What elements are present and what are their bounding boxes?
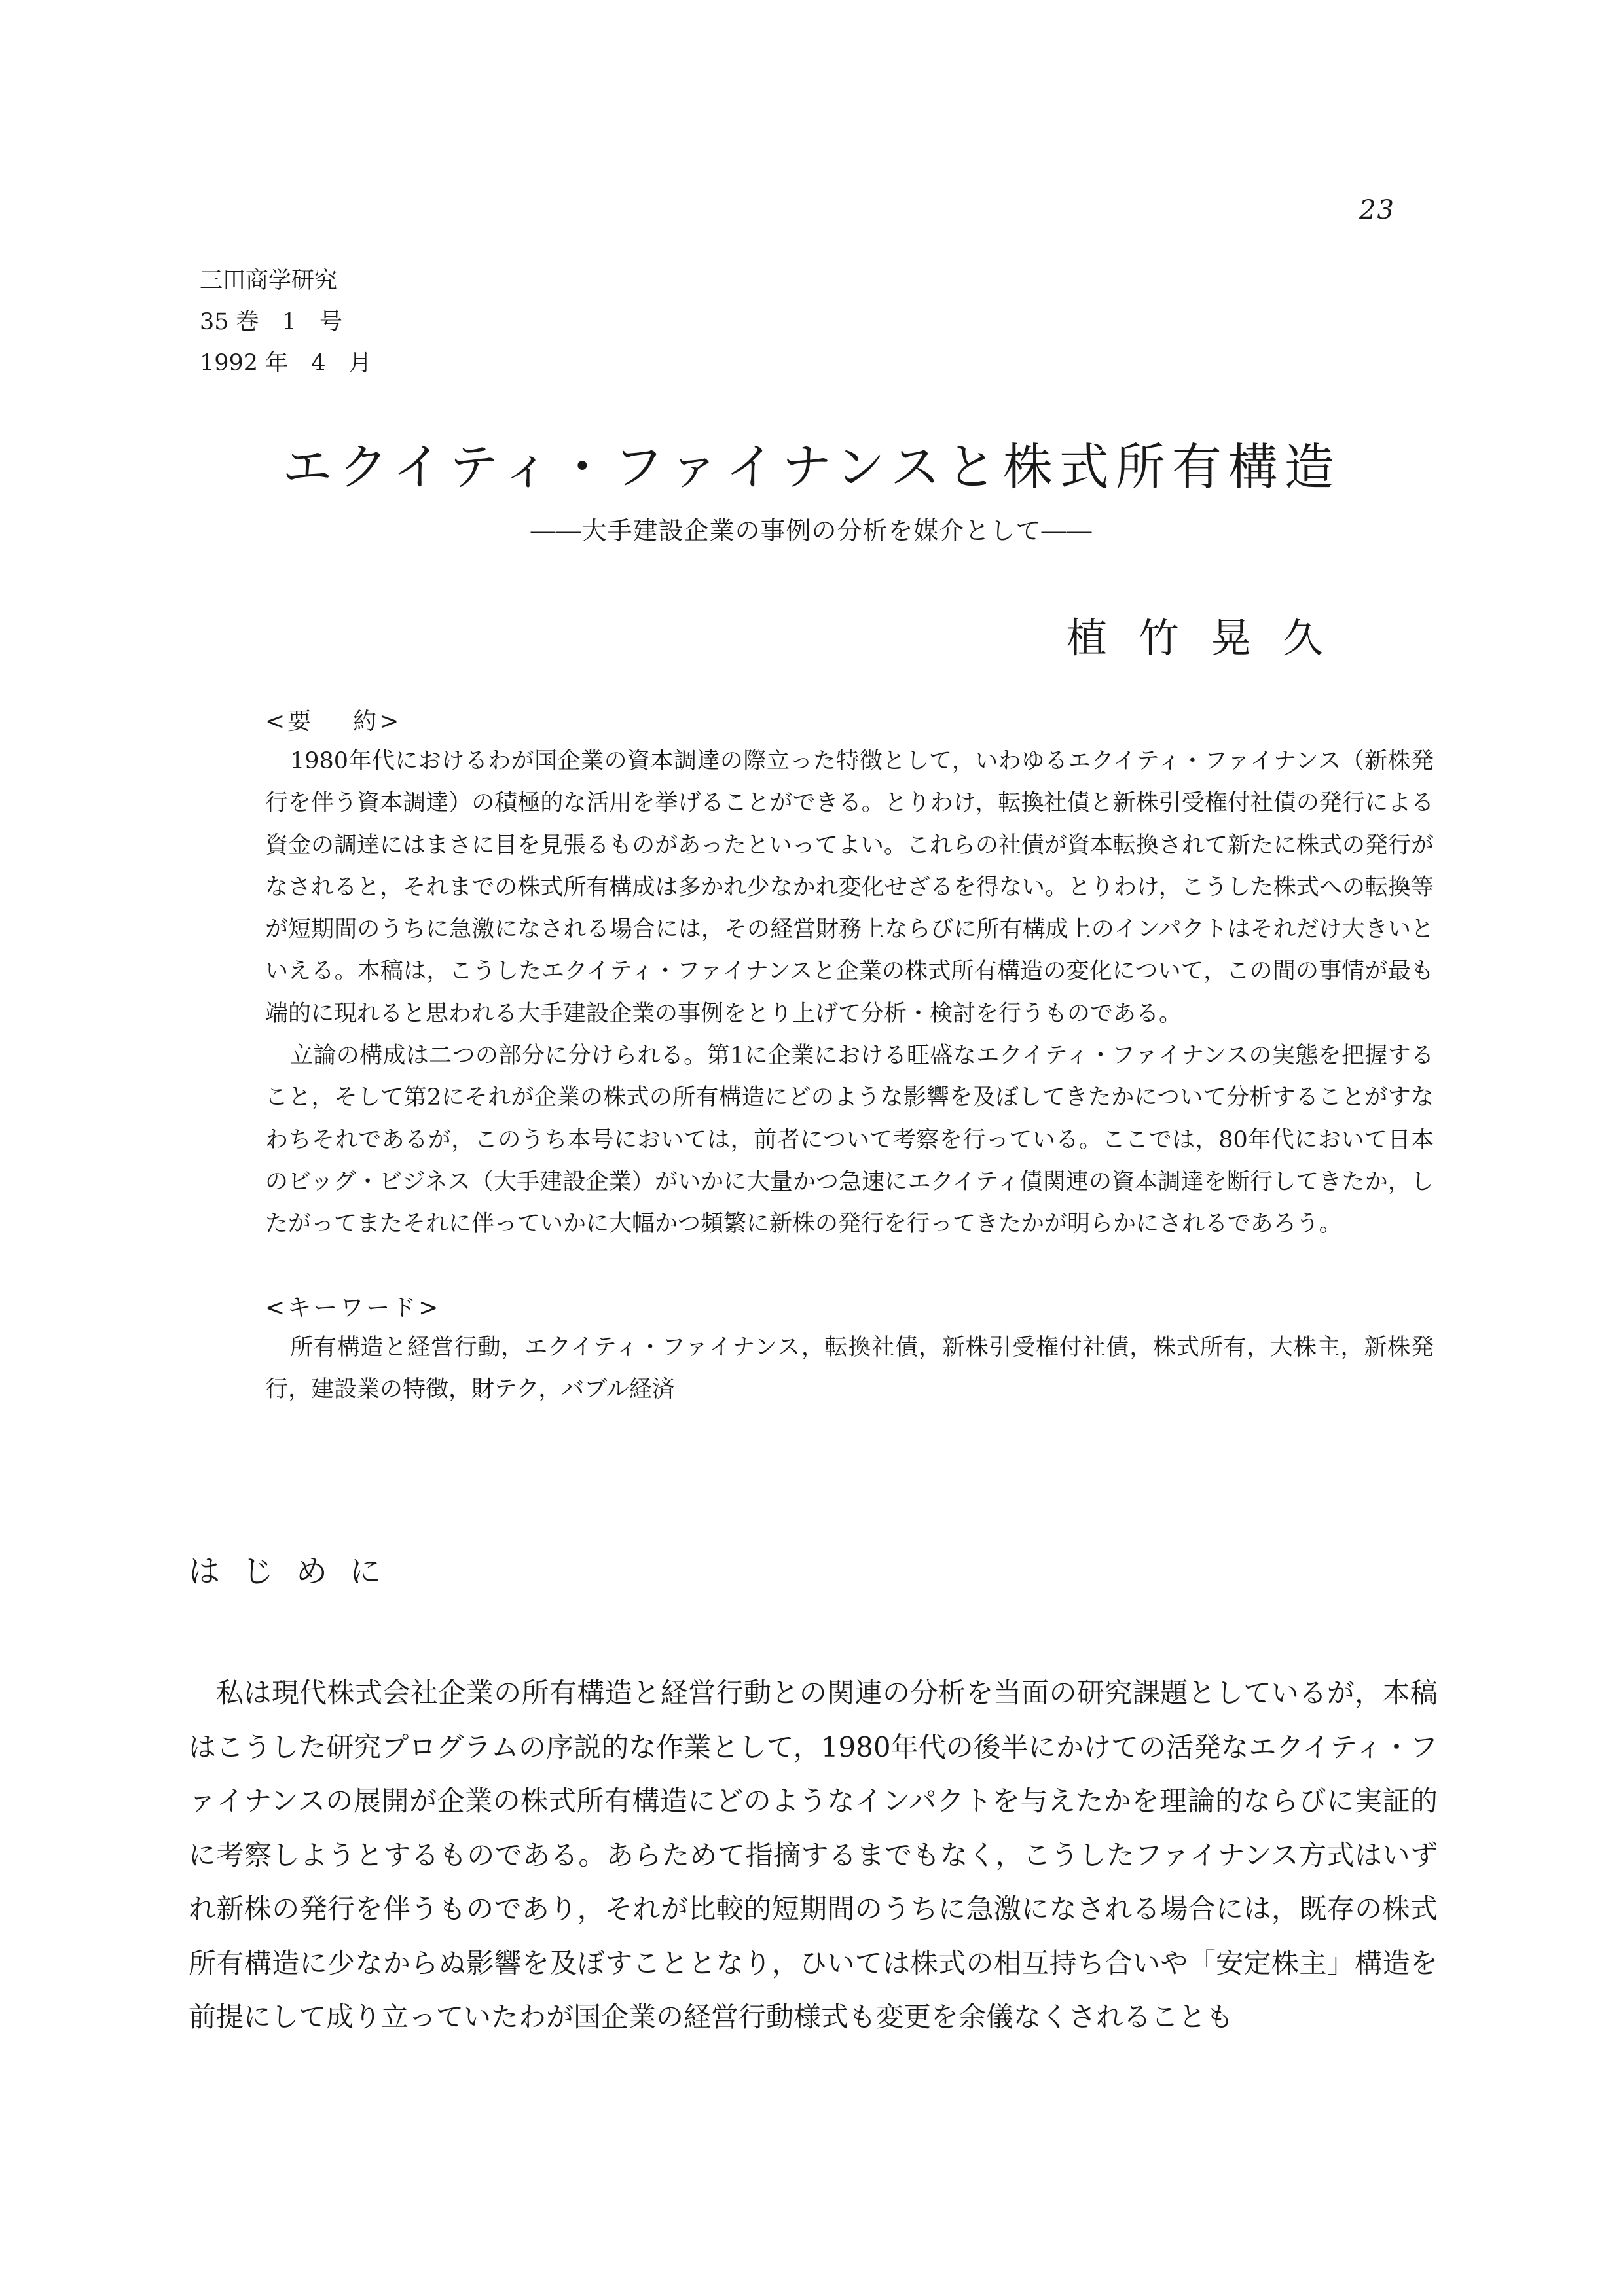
introduction-heading: はじめに xyxy=(189,1553,404,1590)
introduction-body: 私は現代株式会社企業の所有構造と経営行動との関連の分析を当面の研究課題としているが，本稿はこうした研究プログラムの序説的な作業として，1980年代の後半にかけての活発なエクイティ・ファイナンスの展開が企業の株式所有構造にどのようなインパクトを与えたかを理論的ならびに実証的に考察しようとするものである。あらためて指摘するまでもなく，こうしたファイナンス方式はいずれ新株の発行を伴うものであり，それが比較的短期間のうちに急激になされる場合には，既存の株式所有構造に少なからぬ影響を及ぼすこととなり，ひいては株式の相互持ち合いや「安定株主」構造を前提にして成り立っていたわが国企業の経営行動様式も変更を余儀なくされることも xyxy=(189,1677,1438,2033)
abstract-label-close: 約> xyxy=(353,708,402,735)
article-title: エクイティ・ファイナンスと株式所有構造 xyxy=(282,438,1341,496)
article-author: 植竹晃久 xyxy=(1066,614,1355,662)
abstract-paragraph-2: 立論の構成は二つの部分に分けられる。第1に企業における旺盛なエクイティ・ファイナンスの実態を把握すること，そして第2にそれが企業の株式の所有構造にどのような影響を及ぼしてきたかについて分析することがすなわちそれであるが，このうち本号においては，前者について考察を行っている。ここでは，80年代において日本のビッグ・ビジネス（大手建設企業）がいかに大量かつ急速にエクイティ債関連の資本調達を断行してきたか，したがってまたそれに伴っていかに大幅かつ頻繁に新株の発行を行ってきたかが明らかにされるであろう。 xyxy=(265,1043,1434,1238)
journal-date: 1992 年 4 月 xyxy=(200,350,372,376)
abstract-section xyxy=(265,704,1434,1411)
journal-name: 三田商学研究 xyxy=(200,268,338,294)
journal-info xyxy=(200,260,371,384)
article-subtitle: ――大手建設企業の事例の分析を媒介として―― xyxy=(530,516,1093,545)
page-number: 23 xyxy=(1359,195,1395,225)
abstract-label xyxy=(265,704,1434,740)
abstract-label-open: <要 xyxy=(265,708,314,735)
keywords-text: 所有構造と経営行動，エクイティ・ファイナンス，転換社債，新株引受権付社債，株式所有，大株主，新株発行，建設業の特徴，財テク，バブル経済 xyxy=(265,1334,1434,1403)
keywords-label: <キーワード> xyxy=(265,1294,441,1321)
abstract-paragraph-1: 1980年代におけるわが国企業の資本調達の際立った特徴として，いわゆるエクイティ・ファイナンス（新株発行を伴う資本調達）の積極的な活用を挙げることができる。とりわけ，転換社債と新株引受権付社債の発行による資金の調達にはまさに目を見張るものがあったといってよい。これらの社債が資本転換されて新たに株式の発行がなされると，それまでの株式所有構成は多かれ少なかれ変化せざるを得ない。とりわけ，こうした株式への転換等が短期間のうちに急激になされる場合には，その経営財務上ならびに所有構成上のインパクトはそれだけ大きいといえる。本稿は，こうしたエクイティ・ファイナンスと企業の株式所有構造の変化について，この間の事情が最も端的に現れると思われる大手建設企業の事例をとり上げて分析・検討を行うものである。 xyxy=(265,748,1434,1027)
journal-volume-issue: 35 巻 1 号 xyxy=(200,309,342,335)
